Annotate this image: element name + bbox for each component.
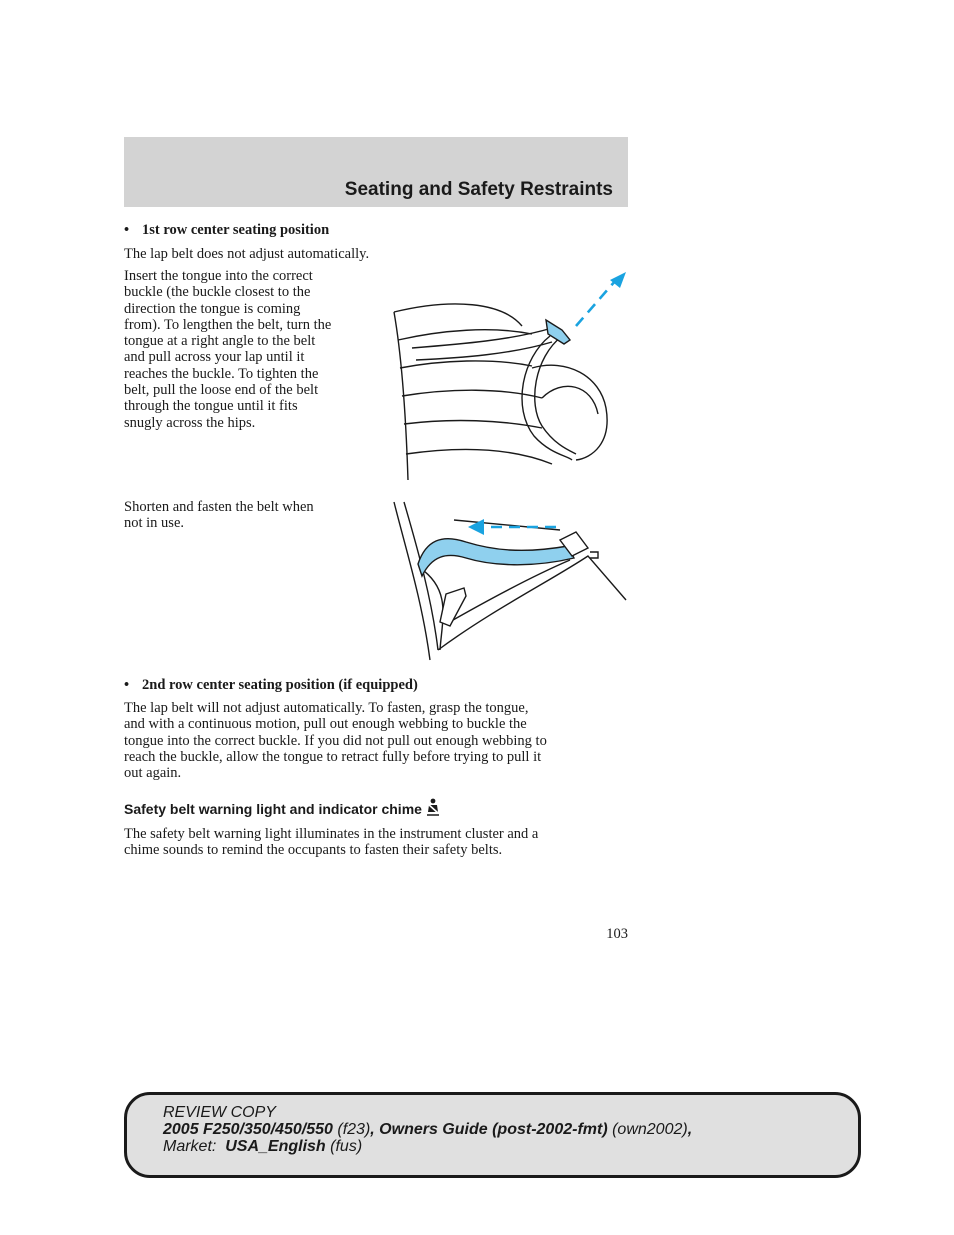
- text-line: The lap belt will not adjust automatically. To fasten, grasp the tongue,: [124, 700, 529, 716]
- paragraph-lap-belt-no-adjust: The lap belt does not adjust automatically.: [124, 246, 370, 262]
- review-copy-footer: [124, 1092, 861, 1178]
- text-line: reach the buckle, allow the tongue to retract fully before trying to pull it: [124, 748, 542, 765]
- illustration-belt-shorten: [392, 500, 628, 662]
- text-line: reaches the buckle. To tighten the: [124, 365, 319, 382]
- text-line: direction the tongue is coming: [124, 300, 301, 317]
- page-number: 103: [606, 926, 628, 942]
- belt-webbing-icon: [418, 539, 574, 576]
- arrow-stow-left-icon: [468, 519, 556, 535]
- bullet-dot: •: [124, 677, 130, 693]
- footer-guide-code: (own2002): [607, 1121, 688, 1138]
- subheading-warning-light: [124, 798, 440, 817]
- footer-market-line: [163, 1138, 692, 1155]
- text-line: from). To lengthen the belt, turn the: [124, 316, 332, 333]
- seatbelt-warning-icon: [426, 798, 440, 816]
- footer-guide: Owners Guide (post-2002-fmt): [379, 1121, 608, 1138]
- section-title: Seating and Safety Restraints: [344, 179, 613, 200]
- heading-text: 1st row center seating position: [142, 222, 330, 238]
- text-line: buckle (the buckle closest to the: [124, 284, 311, 301]
- illustration-lap-belt-lengthen: [392, 268, 628, 484]
- text-line: out again.: [124, 765, 182, 782]
- heading-text: 2nd row center seating position (if equipped): [142, 677, 418, 693]
- text-line: tongue into the correct buckle. If you did not pull out enough webbing to: [124, 732, 547, 749]
- footer-model-code: (f23): [332, 1121, 371, 1138]
- text-line: and with a continuous motion, pull out enough webbing to buckle the: [124, 716, 527, 733]
- footer-sep: ,: [687, 1121, 693, 1138]
- footer-market-label: Market:: [163, 1138, 226, 1155]
- belt-tongue-icon: [546, 320, 570, 344]
- footer-model-line: [163, 1121, 692, 1138]
- buckle-receiver-icon: [440, 588, 466, 626]
- text-line: chime sounds to remind the occupants to fasten their safety belts.: [124, 842, 503, 859]
- bullet-heading-1st-row: [124, 222, 329, 239]
- text-line: through the tongue until it fits: [124, 398, 298, 415]
- paragraph-2nd-row-instructions: [124, 700, 547, 781]
- footer-text: [163, 1104, 692, 1155]
- bullet-heading-2nd-row: [124, 677, 418, 694]
- text-line: tongue at a right angle to the belt: [124, 333, 316, 350]
- text-line: not in use.: [124, 515, 185, 532]
- section-header-band: [124, 137, 628, 207]
- subheading-text: Safety belt warning light and indicator chime: [124, 801, 422, 817]
- paragraph-warning-description: [124, 826, 538, 859]
- text-line: belt, pull the loose end of the belt: [124, 382, 319, 399]
- footer-sep: ,: [370, 1121, 380, 1138]
- text-line: Shorten and fasten the belt when: [124, 499, 314, 515]
- footer-market-code: (fus): [325, 1138, 363, 1155]
- footer-review-copy: REVIEW COPY: [163, 1104, 276, 1121]
- footer-market: USA_English: [225, 1138, 326, 1155]
- paragraph-shorten-fasten: [124, 499, 314, 532]
- text-line: snugly across the hips.: [124, 414, 256, 431]
- text-line: Insert the tongue into the correct: [124, 268, 313, 284]
- bullet-dot: •: [124, 222, 130, 238]
- paragraph-insert-tongue: [124, 268, 331, 431]
- footer-model: 2005 F250/350/450/550: [163, 1121, 333, 1138]
- arrow-pull-up-icon: [576, 272, 626, 326]
- text-line: and pull across your lap until it: [124, 349, 305, 366]
- text-line: The safety belt warning light illuminates in the instrument cluster and a: [124, 826, 539, 842]
